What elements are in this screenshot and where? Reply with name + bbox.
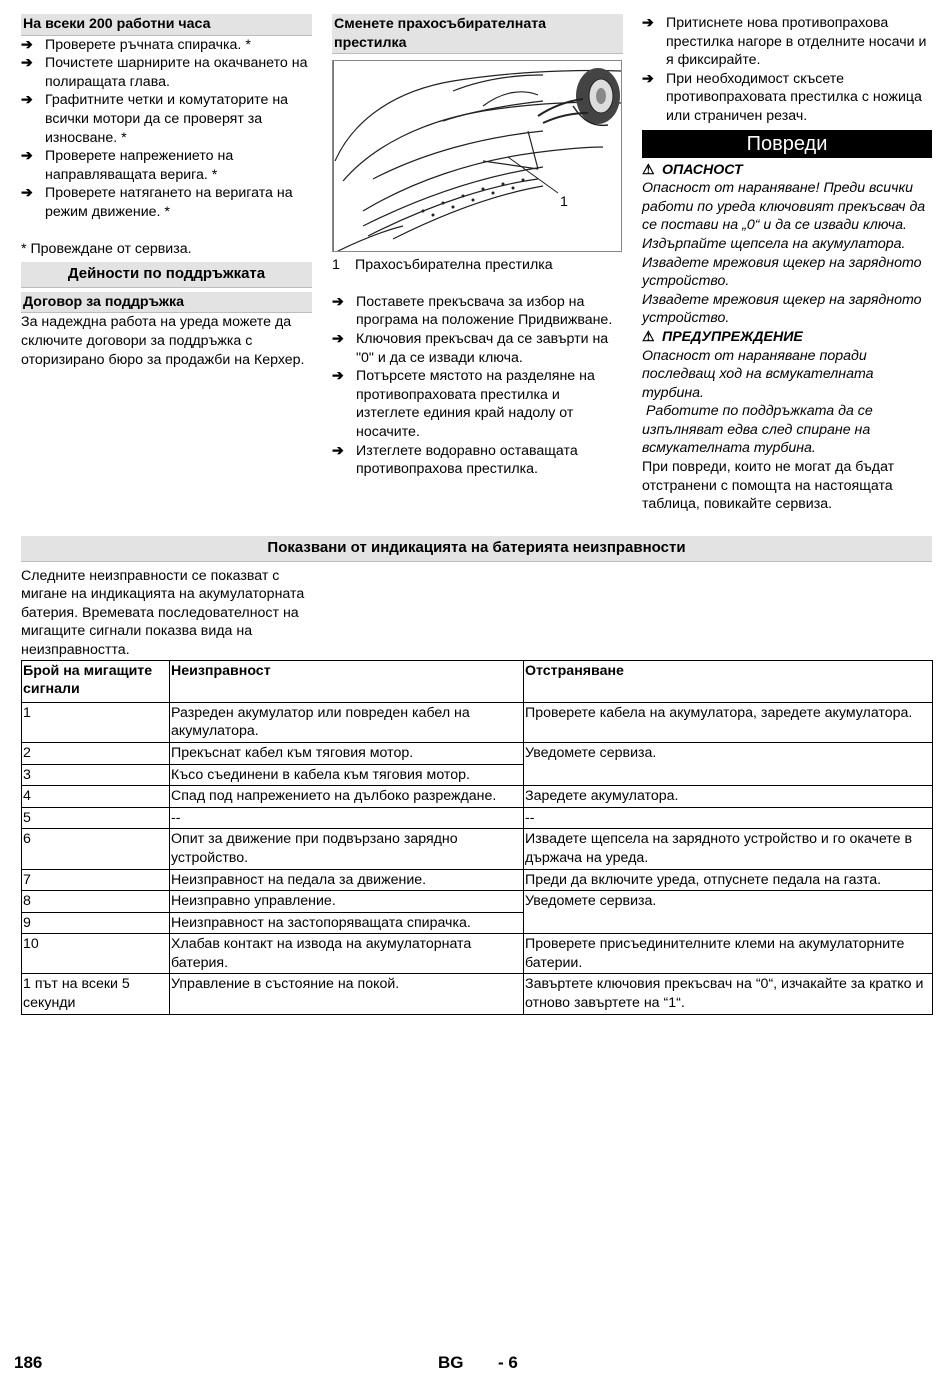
- paragraph: Следните неизправности се показват с мигане на индикацията на акумулаторната батерия. Времевата последователност на мигащите сигнали показва вида на неизправността.: [21, 567, 305, 658]
- danger-text: Извадете мрежовия щекер на зарядното устройство.: [642, 254, 922, 290]
- column-2: [332, 14, 623, 479]
- fault-table: [21, 660, 933, 1015]
- table-header-row: [22, 660, 933, 702]
- table-cell: --: [170, 807, 524, 829]
- table-cell: Проверете присъединителните клеми на акумулаторните батерии.: [524, 934, 933, 974]
- warning-triangle-icon: ⚠: [642, 161, 655, 178]
- column-header: Неизправност: [170, 660, 524, 702]
- list-item: ➔ Проверете напрежението на направляващата верига. *: [21, 147, 312, 184]
- table-cell: Спад под напрежението на дълбоко разреждане.: [170, 786, 524, 808]
- table-cell: Завъртете ключовия прекъсвач на “0“, изчакайте за кратко и отново завъртете на “1“.: [524, 974, 933, 1014]
- section-heading-faults: Повреди: [642, 130, 932, 158]
- column-header: Отстраняване: [524, 660, 933, 702]
- table-cell: Уведомете сервиза.: [524, 891, 933, 934]
- subsection-heading: Договор за поддръжка: [21, 292, 312, 314]
- table-cell: Хлабав контакт на извода на акумулаторната батерия.: [170, 934, 524, 974]
- table-cell: 9: [22, 912, 170, 934]
- warning-text: Опасност от нараняване поради последващ ход на всмукателната турбина.: [642, 347, 874, 401]
- table-cell: 7: [22, 869, 170, 891]
- list-item: ➔ Изтеглете водоравно оставащата противопрахова престилка.: [332, 442, 623, 479]
- table-cell: Управление в състояние на покой.: [170, 974, 524, 1014]
- list-item: ➔ Поставете прекъсвача за избор на програма на положение Придвижване.: [332, 293, 623, 330]
- list-item: ➔ Потърсете мястото на разделяне на противопраховата престилка и изтеглете единия край надолу от носачите.: [332, 367, 623, 441]
- danger-text: Опасност от нараняване! Преди всички работи по уреда ключовият прекъсвач да се постави на „0“ и да се извади ключа. Издърпайте щепсела на акумулатора.: [642, 180, 926, 252]
- table-cell: Късо съединени в кабела към тяговия мотор.: [170, 764, 524, 786]
- table-cell: Прекъснат кабел към тяговия мотор.: [170, 742, 524, 764]
- table-cell: Уведомете сервиза.: [524, 742, 933, 785]
- table-cell: 2: [22, 742, 170, 764]
- column-1: [21, 14, 312, 369]
- table-row: [22, 869, 933, 891]
- table-cell: Неизправност на застопоряващата спирачка.: [170, 912, 524, 934]
- table-cell: 5: [22, 807, 170, 829]
- dust-skirt-illustration: [332, 60, 622, 252]
- list-item: ➔ Проверете ръчната спирачка. *: [21, 36, 312, 55]
- table-cell: Преди да включите уреда, отпуснете педала на газта.: [524, 869, 933, 891]
- section-heading-battery-faults: Показвани от индикацията на батерията неизправности: [21, 536, 932, 562]
- table-cell: Заредете акумулатора.: [524, 786, 933, 808]
- list-item: ➔ Проверете натягането на веригата на режим движение. *: [21, 184, 312, 221]
- maintenance-list: [21, 36, 312, 222]
- table-cell: Неизправност на педала за движение.: [170, 869, 524, 891]
- table-cell: --: [524, 807, 933, 829]
- caption-number: 1: [332, 257, 340, 274]
- warning-triangle-icon: ⚠: [642, 328, 655, 345]
- table-row: [22, 786, 933, 808]
- table-row: [22, 974, 933, 1014]
- danger-heading: ⚠ ОПАСНОСТ: [642, 161, 743, 178]
- figure-callout-label: 1: [560, 194, 568, 211]
- replace-steps-list: [332, 293, 623, 479]
- table-cell: 6: [22, 829, 170, 869]
- replace-steps-list-cont: [642, 14, 932, 126]
- table-cell: 8: [22, 891, 170, 913]
- page-number: 186: [14, 1353, 43, 1372]
- section-heading-maintenance: Дейности по поддръжката: [21, 262, 312, 288]
- machine-drawing: [333, 61, 621, 251]
- table-cell: 1: [22, 702, 170, 742]
- list-item: ➔ При необходимост скъсете противопраховата престилка с ножица или страничен резач.: [642, 70, 932, 126]
- caption-text: Прахосъбирателна престилка: [355, 257, 553, 274]
- danger-text: Извадете мрежовия щекер на зарядното устройство.: [642, 291, 922, 327]
- list-item: ➔ Притиснете нова противопрахова престилка нагоре в отделните носачи и я фиксирайте.: [642, 14, 932, 70]
- table-row: [22, 829, 933, 869]
- column-3: [642, 14, 932, 514]
- table-cell: Проверете кабела на акумулатора, заредете акумулатора.: [524, 702, 933, 742]
- table-row: [22, 934, 933, 974]
- list-item: ➔ Графитните четки и комутаторите на всички мотори да се проверят за износване. *: [21, 91, 312, 147]
- figure-caption: [332, 256, 623, 275]
- table-row: [22, 807, 933, 829]
- table-row: [22, 742, 933, 764]
- column-header: Брой на мигащите сигнали: [22, 660, 170, 702]
- table-cell: 10: [22, 934, 170, 974]
- table-cell: Опит за движение при подвързано зарядно устройство.: [170, 829, 524, 869]
- footnote: * Провеждане от сервиза.: [21, 240, 192, 257]
- table-row: [22, 702, 933, 742]
- battery-fault-section: [21, 536, 932, 1015]
- paragraph: За надеждна работа на уреда можете да сключите договори за поддръжка с оторизирано бюро за продажби на Керхер.: [21, 314, 305, 368]
- table-cell: 3: [22, 764, 170, 786]
- paragraph: При повреди, които не могат да бъдат отстранени с помощта на настоящата таблица, повикайте сервиза.: [642, 459, 895, 513]
- table-cell: Неизправно управление.: [170, 891, 524, 913]
- list-item: ➔ Ключовия прекъсвач да се завърти на "0" и да се извади ключа.: [332, 330, 623, 367]
- table-cell: Разреден акумулатор или повреден кабел на акумулатора.: [170, 702, 524, 742]
- section-heading: Сменете прахосъбирателната престилка: [332, 14, 623, 54]
- table-row: [22, 891, 933, 913]
- page-subnumber: - 6: [498, 1353, 518, 1372]
- table-cell: Извадете щепсела на зарядното устройство и го окачете в държача на уреда.: [524, 829, 933, 869]
- table-cell: 4: [22, 786, 170, 808]
- section-heading: На всеки 200 работни часа: [21, 14, 312, 36]
- list-item: ➔ Почистете шарнирите на окачването на полиращата глава.: [21, 54, 312, 91]
- warning-heading: ⚠ ПРЕДУПРЕЖДЕНИЕ: [642, 328, 803, 345]
- language-code: BG: [438, 1353, 464, 1372]
- warning-text: Работите по поддръжката да се изпълняват едва след спиране на всмукателната турбина.: [642, 403, 877, 457]
- table-cell: 1 път на всеки 5 секунди: [22, 974, 170, 1014]
